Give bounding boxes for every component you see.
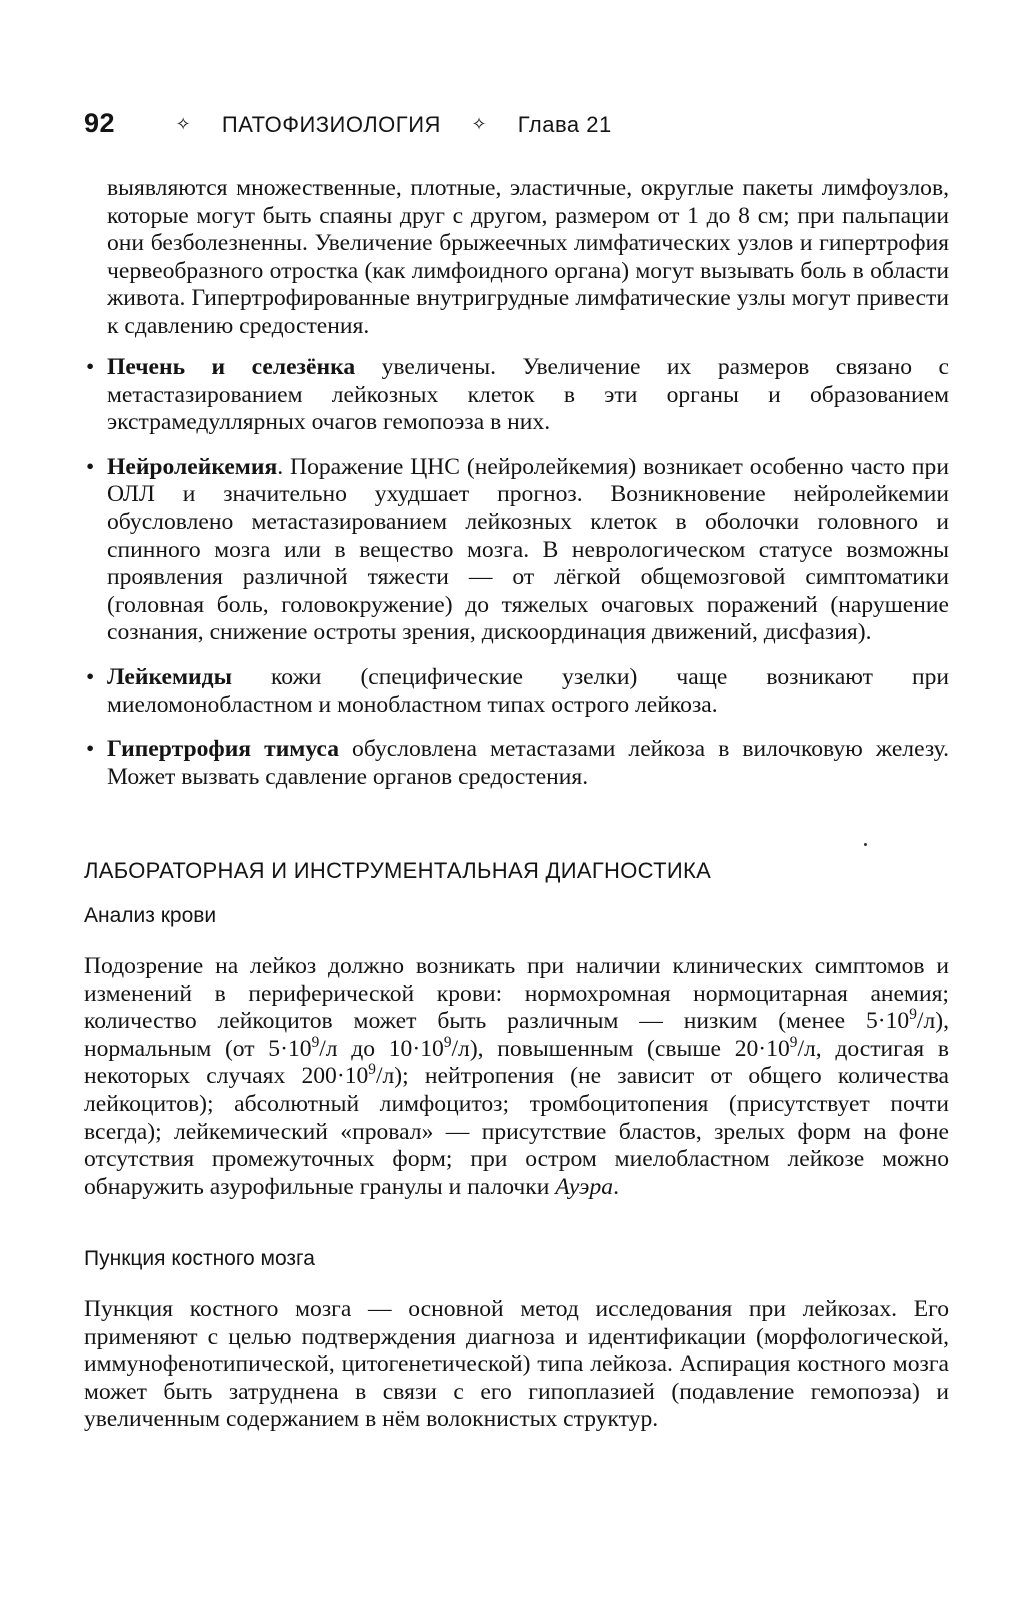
list-item (84, 736, 949, 791)
intro-paragraph: выявляются множественные, плотные, эластичные, округлые пакеты лимфоузлов, которые могут быть спаяны друг с другом, размером от 1 до 8 см; при пальпации они безболезненны. Увеличение брыжеечных лимфатических узлов и гипертрофия червеобразного отростка (как лимфоидного органа) могут вызывать боль в области живота. Гипертрофированные внутригрудные лимфатические узлы могут привести к сдавлению средостения. (107, 175, 949, 339)
bullet-icon: • (86, 736, 95, 763)
bullet-term: Нейролейкемия (107, 453, 278, 480)
blood-analysis-paragraph: Подозрение на лейкоз должно возникать при наличии клинических симптомов и изменений в периферической крови: нормохромная нормоцитарная анемия; количество лейкоцитов может быть различным — низким (менее $5\cdot 10^9/л$), нормальным (от $5\cdot 10^9/л$ до $10\cdot 10^9/л$), повышенным (свыше $20\cdot 10^9/л$, достигая в некоторых случаях $200\cdot 10^9/л$); нейтропения (не зависит от общего количества лейкоцитов); абсолютный лимфоцитоз; тромбоцитопения (присутствует почти всегда); лейкемический «провал» — присутствие бластов, зрелых форм на фоне отсутствия промежуточных форм; при остром миелобластном лейкозе можно обнаружить азурофильные гранулы и палочки Ауэра. (84, 953, 949, 1200)
bullet-text: обусловлена метастазами лейкоза в вилочковую железу. Может вызвать сдавление органов средостения. (107, 736, 949, 790)
bullet-text: . Поражение ЦНС (нейролейкемия) возникает особенно часто при ОЛЛ и значительно ухудшает прогноз. Возникновение нейролейкемии обусловлено метастазированием лейкозных клеток в оболочки головного и спинного мозга или в вещество мозга. В неврологическом статусе возможны проявления различной тяжести — от лёгкой общемозговой симптоматики (головная боль, головокружение) до тяжелых очаговых поражений (нарушение сознания, снижение остроты зрения, дискоординация движений, дисфазия). (107, 453, 949, 646)
diamond-separator-icon: ✧ (175, 114, 192, 134)
page-number: 92 (84, 108, 116, 138)
bullet-list (84, 354, 949, 808)
running-header (84, 108, 612, 139)
bullet-text: увеличены. Увеличение их размеров связано с метастазированием лейкозных клеток в эти органы и образованием экстрамедуллярных очагов гемопоэза в них. (107, 354, 950, 436)
list-item (84, 664, 949, 719)
bullet-term: Печень и селезёнка (107, 354, 356, 380)
bullet-term: Лейкемиды (107, 663, 232, 690)
bullet-term: Гипертрофия тимуса (107, 736, 339, 763)
list-item (84, 354, 949, 437)
bone-marrow-paragraph: Пункция костного мозга — основной метод исследования при лейкозах. Его применяют с целью подтверждения диагноза и идентификации (морфологической, иммунофенотипической, цитогенетической) типа лейкоза. Аспирация костного мозга может быть затруднена в связи с его гипоплазией (подавление гемопоэза) и увеличенным содержанием в нём волокнистых структур. (84, 1296, 949, 1433)
bullet-icon: • (86, 663, 95, 690)
list-item (84, 454, 949, 647)
subsection-title-marrow: Пункция костного мозга (84, 1247, 315, 1270)
bullet-text: кожи (специфические узелки) чаще возникают при миеломонобластном и монобластном типах острого лейкоза. (107, 663, 949, 718)
chapter-label: Глава 21 (517, 112, 612, 137)
section-title: ЛАБОРАТОРНАЯ И ИНСТРУМЕНТАЛЬНАЯ ДИАГНОСТИКА (84, 858, 712, 883)
diamond-separator-icon: ✧ (471, 114, 488, 134)
print-speck (864, 843, 867, 846)
subsection-title-blood: Анализ крови (84, 904, 217, 927)
book-title: ПАТОФИЗИОЛОГИЯ (221, 112, 441, 137)
bullet-icon: • (86, 453, 95, 480)
bullet-icon: • (86, 354, 95, 380)
